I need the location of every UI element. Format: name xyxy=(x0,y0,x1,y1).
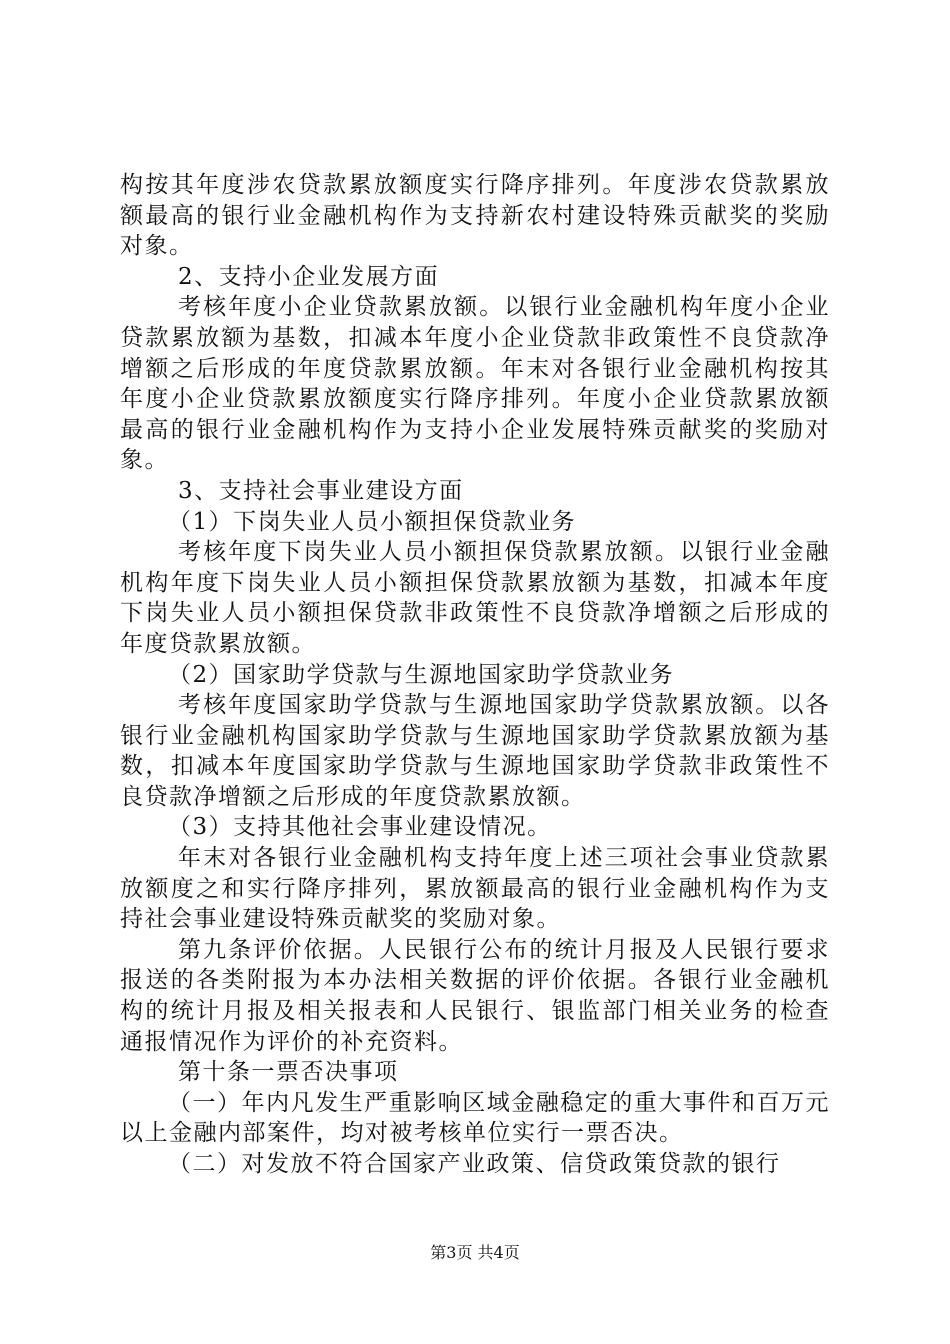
section-heading-social-development: 3、支持社会事业建设方面 xyxy=(178,477,464,504)
paragraph-continuation: 构按其年度涉农贷款累放额度实行降序排列。年度涉农贷款累放额最高的银行业金融机构作为支持新农村建设特殊贡献奖的奖励对象。 xyxy=(120,172,830,260)
subheading-unemployed-loans: （1）下岗失业人员小额担保贷款业务 xyxy=(168,508,577,535)
document-body xyxy=(120,170,830,1180)
paragraph-social-ranking: 年末对各银行业金融机构支持年度上述三项社会事业贷款累放额度之和实行降序排列，累放额最高的银行业金融机构作为支持社会事业建设特殊贡献奖的奖励对象。 xyxy=(120,845,830,933)
paragraph-veto-two: （二）对发放不符合国家产业政策、信贷政策贷款的银行 xyxy=(168,1151,781,1177)
subheading-student-loans: （2）国家助学贷款与生源地国家助学贷款业务 xyxy=(168,661,675,688)
paragraph-article-nine: 第九条评价依据。人民银行公布的统计月报及人民银行要求报送的各类附报为本办法相关数据的评价依据。各银行业金融机构的统计月报及相关报表和人民银行、银监部门相关业务的检查通报情况作为评价的补充资料。 xyxy=(120,936,830,1055)
paragraph-veto-one: （一）年内凡发生严重影响区域金融稳定的重大事件和百万元以上金融内部案件，均对被考核单位实行一票否决。 xyxy=(120,1089,830,1147)
heading-article-ten: 第十条一票否决事项 xyxy=(178,1059,399,1086)
paragraph-small-enterprise: 考核年度小企业贷款累放额。以银行业金融机构年度小企业贷款累放额为基数，扣减本年度小企业贷款非政策性不良贷款净增额之后形成的年度贷款累放额。年末对各银行业金融机构按其年度小企业贷款累放额度实行降序排列。年度小企业贷款累放额最高的银行业金融机构作为支持小企业发展特殊贡献奖的奖励对象。 xyxy=(120,294,830,474)
paragraph-unemployed-loans: 考核年度下岗失业人员小额担保贷款累放额。以银行业金融机构年度下岗失业人员小额担保贷款累放额为基数，扣减本年度下岗失业人员小额担保贷款非政策性不良贷款净增额之后形成的年度贷款累放额。 xyxy=(120,539,830,657)
subheading-other-social: （3）支持其他社会事业建设情况。 xyxy=(168,814,552,841)
paragraph-student-loans: 考核年度国家助学贷款与生源地国家助学贷款累放额。以各银行业金融机构国家助学贷款与生源地国家助学贷款累放额为基数，扣减本年度国家助学贷款与生源地国家助学贷款非政策性不良贷款净增额之后形成的年度贷款累放额。 xyxy=(120,692,830,810)
page-number-footer: 第3页 共4页 xyxy=(430,1243,520,1262)
section-heading-small-enterprise: 2、支持小企业发展方面 xyxy=(178,263,440,290)
